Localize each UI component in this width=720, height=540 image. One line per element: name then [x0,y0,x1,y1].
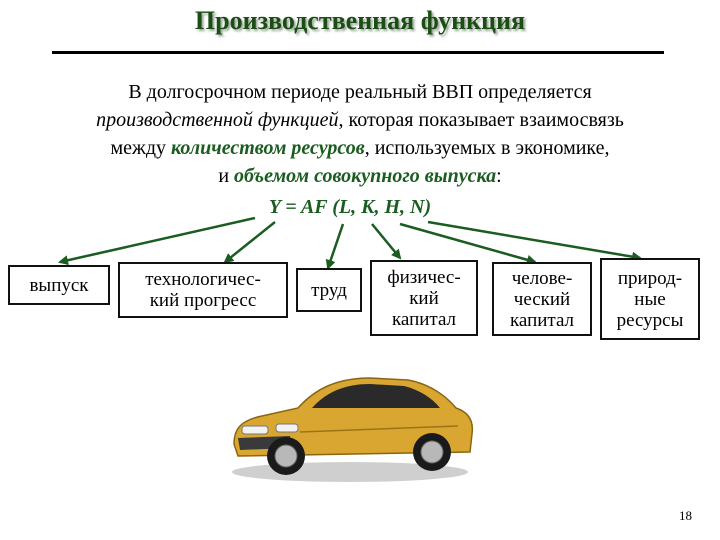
arrow-to-labor [328,224,343,268]
box-tech-line-1: технологичес- [145,269,261,290]
production-formula: Y = AF (L, K, H, N) [268,196,432,218]
paragraph-line-4-prefix: и [218,165,235,187]
car-rim-front [275,445,297,467]
box-output-label: выпуск [29,274,89,296]
box-tech-line-2: кий прогресс [149,290,257,311]
car-headlight-left [242,426,268,434]
page-number: 18 [679,508,692,523]
box-human-line-3: капитал [509,309,575,331]
paragraph-line-4-suffix: : [496,165,502,187]
production-function-term: производственной функцией [96,109,339,131]
box-natural-resources [600,258,700,340]
car-headlight-right [276,424,298,432]
box-phys-line-2: кий [409,287,439,309]
box-natural-line-2: ные [634,288,666,310]
car-illustration [220,348,480,488]
box-human-line-2: ческий [513,288,571,310]
box-labor [296,268,362,312]
box-labor-label: труд [311,279,347,301]
slide-title: Производственная функция [194,6,526,35]
box-human-capital [492,262,592,336]
resources-term: количеством ресурсов [171,137,365,159]
paragraph-line-2: , которая показывает взаимосвязь [338,109,624,131]
arrow-to-phys [372,224,400,258]
car-rim-rear [421,441,443,463]
box-human-line-1: челове- [511,267,573,289]
arrow-to-tech [225,222,275,262]
arrow-to-output [60,218,255,262]
box-natural-line-1: природ- [617,267,683,289]
box-phys-line-3: капитал [391,308,457,330]
box-output [8,265,110,305]
paragraph-line-1: В долгосрочном периоде реальный ВВП определяется [128,81,592,103]
box-natural-line-3: ресурсы [616,309,684,331]
box-technological-progress [118,262,288,318]
output-term: объемом совокупного выпуска [234,165,497,187]
box-physical-capital [370,260,478,336]
paragraph-line-3: , используемых в экономике, [364,137,610,159]
paragraph-line-3-prefix: между [110,137,171,159]
box-phys-line-1: физичес- [387,266,461,288]
